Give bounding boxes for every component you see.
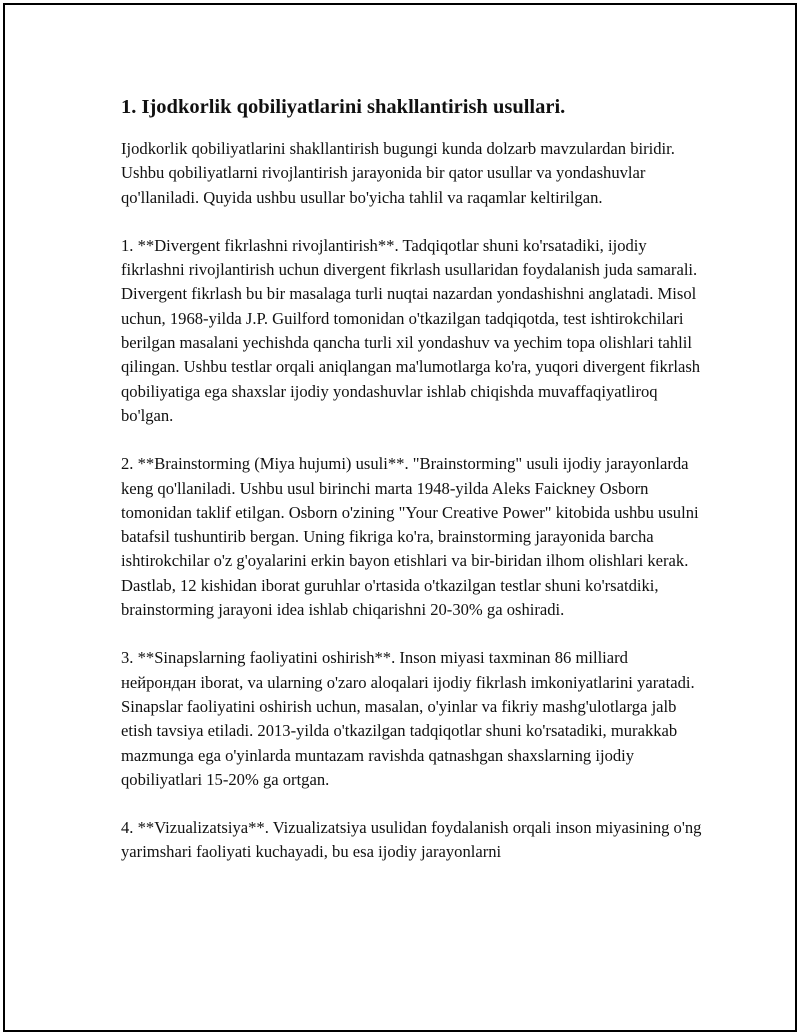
document-page	[3, 3, 797, 1032]
document-body	[121, 93, 705, 865]
paragraph-synapses: 3. **Sinapslarning faoliyatini oshirish**. Inson miyasi taxminan 86 milliard нейрондан iborat, va ularning o'zaro aloqalari ijodiy fikrlash imkoniyatlarini yaratadi. Sinapslar faoliyatini oshirish uchun, masalan, o'yinlar va fikriy mashg'ulotlarga jalb etish tavsiya etiladi. 2013-yilda o'tkazilgan tadqiqotlar shuni ko'rsatadiki, murakkab mazmunga ega o'yinlarda muntazam ravishda qatnashgan shaxslarning ijodiy qobiliyatlari 15-20% ga ortgan.	[121, 648, 695, 789]
paragraph-brainstorming: 2. **Brainstorming (Miya hujumi) usuli**. "Brainstorming" usuli ijodiy jarayonlarda keng qo'llaniladi. Ushbu usul birinchi marta 1948-yilda Aleks Faickney Osborn tomonidan taklif etilgan. Osborn o'zining "Your Creative Power" kitobida ushbu usulni batafsil tushuntirib bergan. Uning fikriga ko'ra, brainstorming jarayonida barcha ishtirokchilar o'z g'oyalarini erkin bayon etishlari va bir-biridan ilhom olishlari kerak. Dastlab, 12 kishidan iborat guruhlar o'rtasida o'tkazilgan testlar shuni ko'rsatdiki, brainstorming jarayoni idea ishlab chiqarishni 20-30% ga oshiradi.	[121, 454, 699, 620]
paragraph-intro: Ijodkorlik qobiliyatlarini shakllantirish bugungi kunda dolzarb mavzulardan biridir. Ushbu qobiliyatlarni rivojlantirish jarayonida bir qator usullar va yondashuvlar qo'llaniladi. Quyida ushbu usullar bo'yicha tahlil va raqamlar keltirilgan.	[121, 139, 675, 207]
document-title: 1. Ijodkorlik qobiliyatlarini shakllantirish usullari.	[121, 96, 566, 118]
paragraph-divergent-thinking: 1. **Divergent fikrlashni rivojlantirish**. Tadqiqotlar shuni ko'rsatadiki, ijodiy fikrlashni rivojlantirish uchun divergent fikrlash usullaridan foydalanish juda samarali. Divergent fikrlash bu bir masalaga turli nuqtai nazardan yondashishni anglatadi. Misol uchun, 1968-yilda J.P. Guilford tomonidan o'tkazilgan tadqiqotda, test ishtirokchilari berilgan masalani yechishda qancha turli xil yondashuv va yechim topa olishlari tahlil qilingan. Ushbu testlar orqali aniqlangan ma'lumotlarga ko'ra, yuqori divergent fikrlash qobiliyatiga ega shaxslar ijodiy yondashuvlar ishlab chiqishda muvaffaqiyatliroq bo'lgan.	[121, 235, 701, 425]
paragraph-visualization: 4. **Vizualizatsiya**. Vizualizatsiya usulidan foydalanish orqali inson miyasining o'ng yarimshari faoliyati kuchayadi, bu esa ijodiy jarayonlarni	[121, 818, 702, 862]
